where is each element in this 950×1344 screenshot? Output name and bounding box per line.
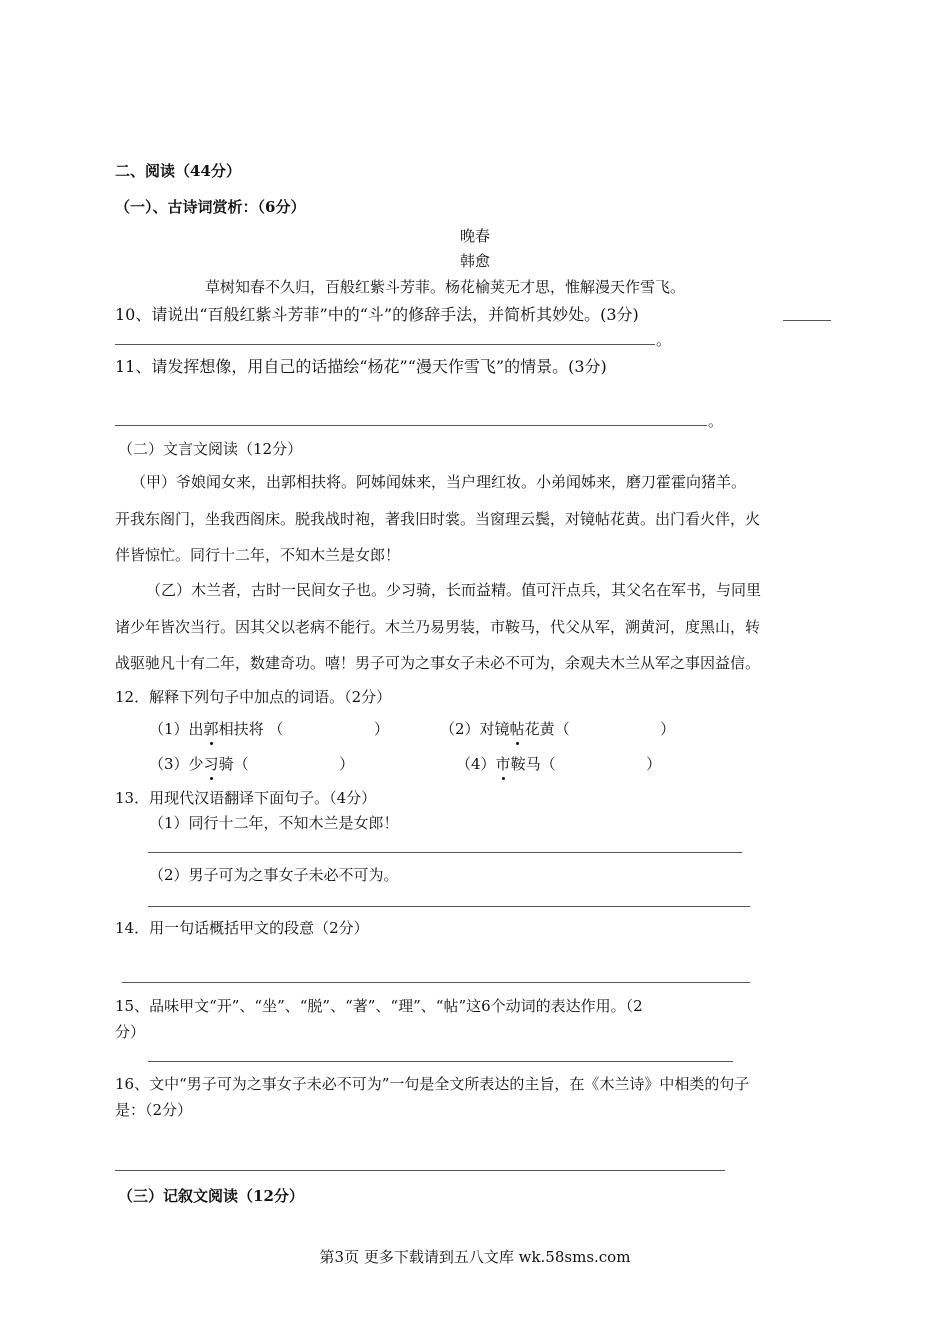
passage-yi-line: 战驱驰凡十有二年，数建奇功。嘻！男子可为之事女子未必不可为，余观夫木兰从军之事因益信。	[115, 654, 761, 672]
question-13: 13．用现代汉语翻译下面句子。（4分）	[115, 789, 377, 807]
q12-item: （4）市鞍马（ ）	[456, 755, 662, 773]
q12-item: （3）少习骑（ ）	[149, 755, 355, 773]
answer-blank[interactable]: （ ）	[540, 755, 662, 773]
question-14: 14．用一句话概括甲文的段意（2分）	[115, 919, 369, 937]
answer-line[interactable]	[115, 1170, 725, 1171]
answer-blank[interactable]: （ ）	[268, 720, 389, 738]
question-15-cont: 分）	[115, 1023, 146, 1041]
period: 。	[656, 331, 672, 349]
period: 。	[708, 412, 724, 430]
answer-line	[783, 320, 831, 321]
question-12: 12．解释下列句子中加点的词语。（2分）	[115, 688, 392, 706]
part3-heading: （三）记叙文阅读（12分）	[118, 1187, 304, 1205]
question-11: 11、请发挥想像，用自己的话描绘“杨花”“漫天作雪飞”的情景。(3分)	[115, 357, 607, 376]
section-heading: 二、阅读（44分）	[115, 162, 241, 180]
q13-sentence-1: （1）同行十二年，不知木兰是女郎！	[149, 814, 399, 832]
question-15: 15、品味甲文“开”、“坐”、“脱”、“著”、“理”、“帖”这6个动词的表达作用。（2	[115, 997, 643, 1015]
answer-blank[interactable]: （ ）	[233, 755, 355, 773]
part2-heading: （二）文言文阅读（12分）	[118, 440, 303, 458]
passage-jia-line: 伴皆惊忙。同行十二年，不知木兰是女郎！	[115, 546, 401, 564]
answer-line	[115, 425, 707, 426]
question-16: 16、文中“男子可为之事女子未必不可为”一句是全文所表达的主旨，在《木兰诗》中相类的句子	[115, 1075, 750, 1093]
poem-text: 草树知春不久归，百般红紫斗芳菲。杨花榆荚无才思，惟解漫天作雪飞。	[205, 278, 686, 296]
q13-sentence-2: （2）男子可为之事女子未必不可为。	[149, 866, 399, 884]
answer-line[interactable]	[122, 982, 750, 983]
poem-author: 韩愈	[459, 252, 490, 270]
answer-blank[interactable]: （ ）	[554, 720, 676, 738]
q12-item: （1）出郭相扶将 （ ）	[149, 720, 389, 738]
page-footer: 第3页 更多下载请到五八文库 wk.58sms.com	[319, 1248, 631, 1266]
passage-jia-line: 开我东阁门，坐我西阁床。脱我战时袍，著我旧时裳。当窗理云鬓，对镜帖花黄。出门看火伴，火	[115, 510, 761, 528]
answer-line[interactable]	[148, 906, 750, 907]
question-16-cont: 是：（2分）	[115, 1101, 193, 1119]
question-10: 10、请说出“百般红紫斗芳菲”中的“斗”的修辞手法，并简析其妙处。(3分)	[115, 305, 639, 324]
passage-yi-line: （乙）木兰者，古时一民间女子也。少习骑，长而益精。值可汗点兵，其父名在军书，与同里	[146, 581, 762, 599]
answer-line[interactable]	[148, 852, 742, 853]
poem-title: 晚春	[459, 227, 490, 245]
passage-jia-line: （甲）爷娘闻女来，出郭相扶将。阿姊闻妹来，当户理红妆。小弟闻姊来，磨刀霍霍向猪羊。	[131, 473, 747, 491]
answer-line[interactable]	[148, 1061, 733, 1062]
passage-yi-line: 诸少年皆次当行。因其父以老病不能行。木兰乃易男装，市鞍马，代父从军，溯黄河，度黑山，转	[115, 618, 761, 636]
part1-heading: （一）、古诗词赏析：（6分）	[115, 198, 306, 216]
answer-line	[115, 344, 655, 345]
q12-item: （2）对镜帖花黄（ ）	[440, 720, 676, 738]
